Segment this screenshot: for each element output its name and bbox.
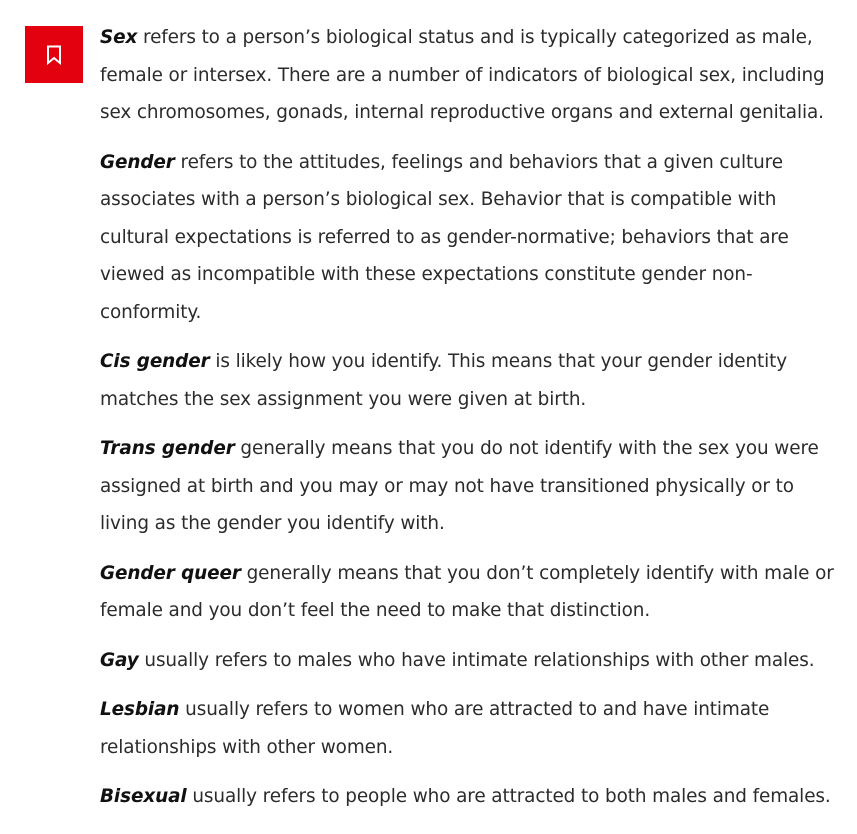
definition-lesbian bbox=[100, 691, 845, 766]
bookmark-icon bbox=[46, 45, 62, 65]
definition-term: Gay bbox=[100, 649, 139, 671]
definition-trans-gender bbox=[100, 430, 845, 543]
definition-term: Lesbian bbox=[100, 699, 180, 720]
definition-text: usually refers to males who have intimate relationships with other males. bbox=[138, 649, 815, 671]
definition-sex bbox=[100, 19, 845, 132]
definition-term: Cis gender bbox=[100, 351, 210, 372]
definition-text: generally means that you do not identify with the sex you were assigned at birth and you may or may not have transitioned physically or to living as the gender you identify with. bbox=[100, 438, 819, 534]
definition-term: Sex bbox=[100, 27, 138, 48]
bookmark-button[interactable] bbox=[25, 26, 83, 83]
definition-term: Bisexual bbox=[100, 786, 187, 807]
definitions-list bbox=[100, 19, 845, 828]
definition-text: is likely how you identify. This means that your gender identity matches the sex assignment you were given at birth. bbox=[100, 351, 788, 410]
definition-text: refers to a person’s biological status and is typically categorized as male, female or intersex. There are a number of indicators of biological sex, including sex chromosomes, gonads, internal reproductive organs and external genitalia. bbox=[100, 27, 825, 123]
definition-text: generally means that you don’t completely identify with male or female and you don’t feel the need to make that distinction. bbox=[100, 562, 834, 621]
definition-gay bbox=[100, 642, 845, 680]
definition-gender-queer bbox=[100, 555, 845, 630]
definition-text: usually refers to people who are attracted to both males and females. bbox=[186, 786, 831, 807]
definition-gender bbox=[100, 144, 845, 332]
definition-cis-gender bbox=[100, 343, 845, 418]
definition-text: refers to the attitudes, feelings and behaviors that a given culture associates with a person’s biological sex. Behavior that is compatible with cultural expectations is referred to as gender-normative; behaviors that are viewed as incompatible with these expectations constitute gender non-conformity. bbox=[100, 151, 789, 323]
definition-bisexual bbox=[100, 778, 845, 816]
definition-term: Gender queer bbox=[100, 562, 241, 584]
definition-term: Gender bbox=[100, 151, 175, 173]
definition-text: usually refers to women who are attracted to and have intimate relationships with other women. bbox=[100, 699, 770, 758]
definition-term: Trans gender bbox=[100, 438, 235, 459]
